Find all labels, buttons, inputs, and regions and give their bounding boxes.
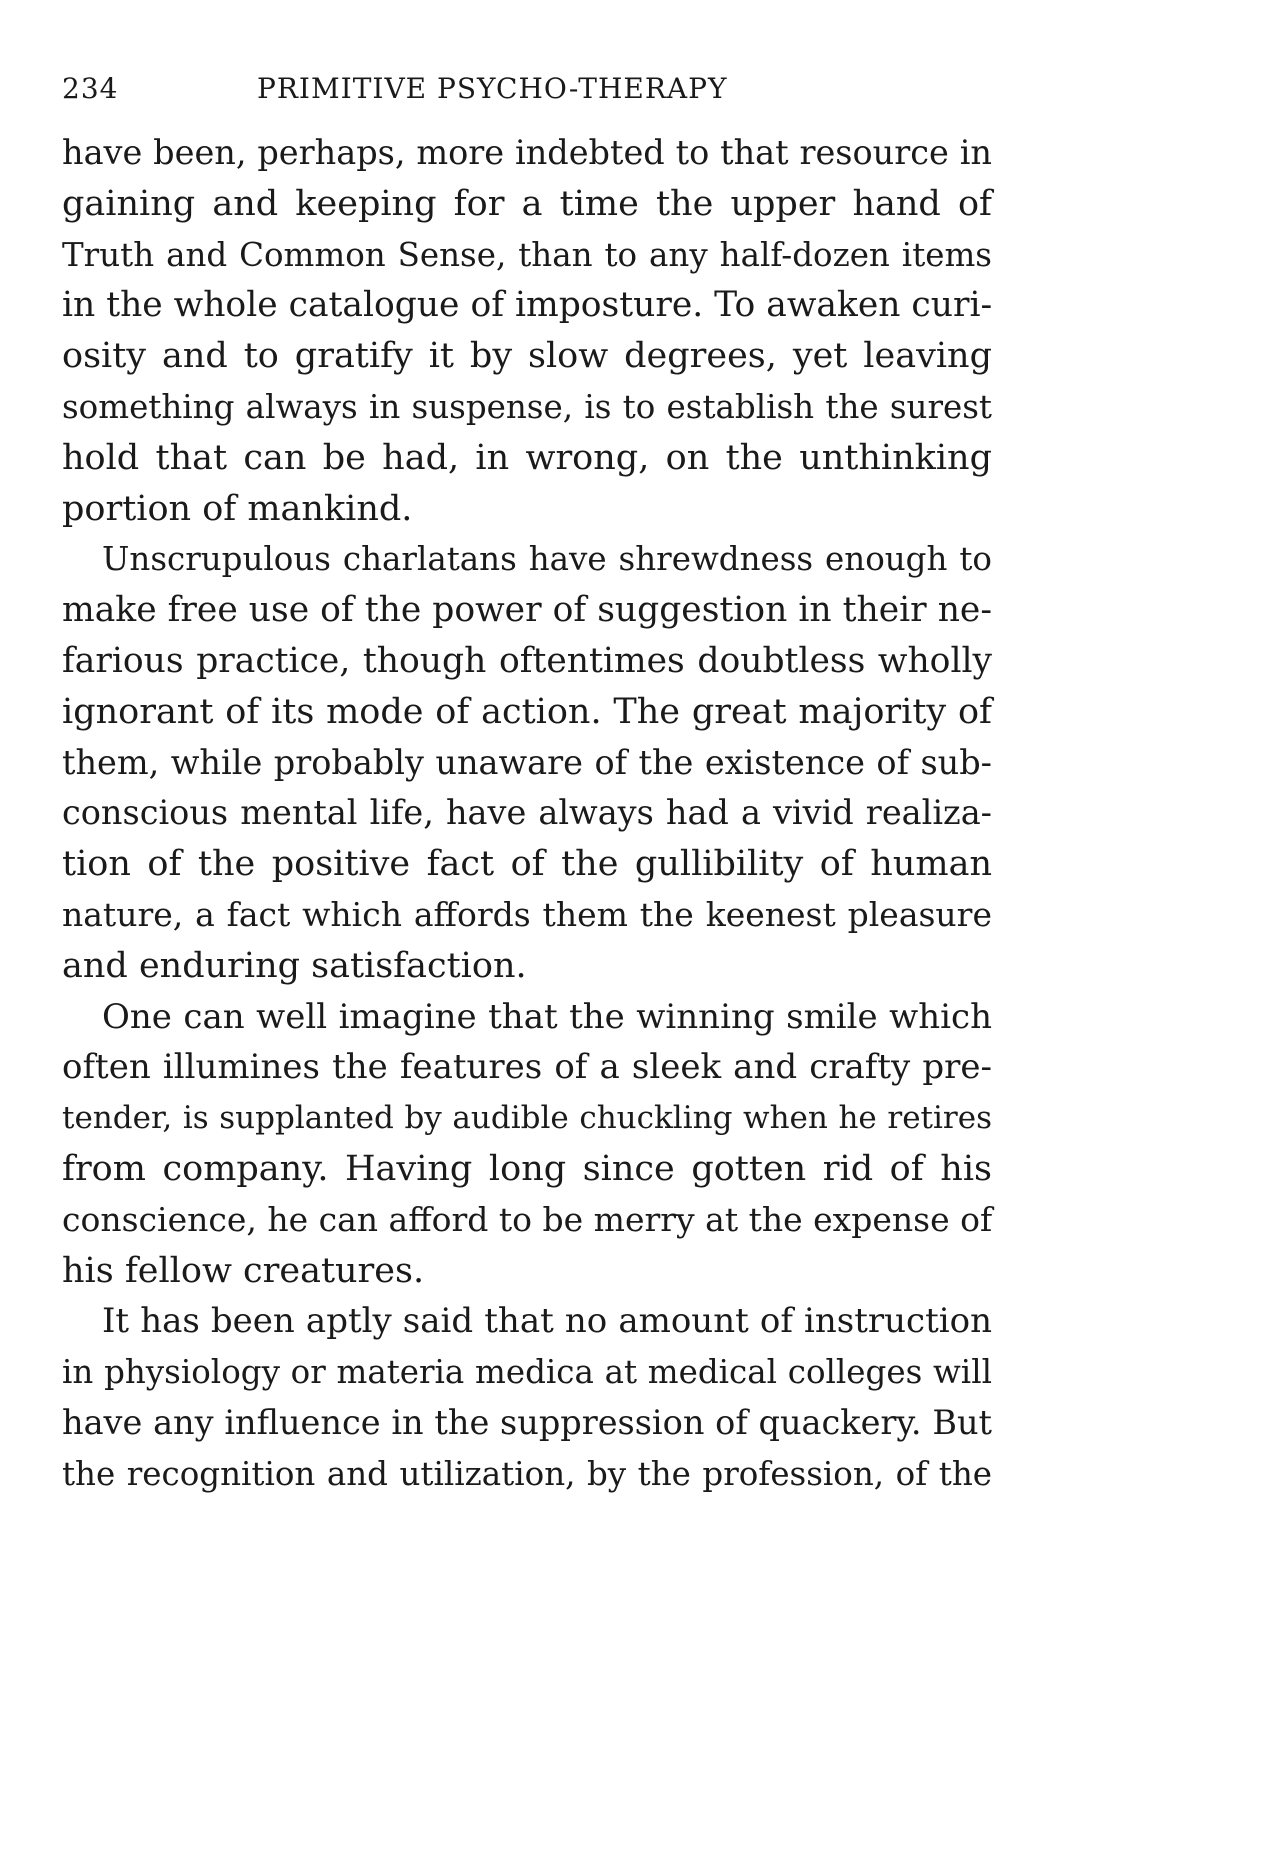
paragraph-start-line: It has been aptly said that no amount of instruction <box>102 1301 992 1342</box>
text-line: Truth and Common Sense, than to any half-dozen items <box>62 235 992 274</box>
text-line: ignorant of its mode of action. The great majority of <box>62 691 992 732</box>
text-line: have been, perhaps, more indebted to that resource in <box>62 133 992 172</box>
paragraph-start-line: One can well imagine that the winning smile which <box>102 996 992 1037</box>
paragraph-start-line: Unscrupulous charlatans have shrewdness enough to <box>102 540 992 579</box>
text-line: farious practice, though oftentimes doubtless wholly <box>62 640 992 681</box>
text-line: osity and to gratify it by slow degrees, yet leaving <box>62 336 992 377</box>
text-line: something always in suspense, is to establish the surest <box>62 387 992 426</box>
text-line: them, while probably unaware of the existence of sub- <box>62 742 992 782</box>
text-line: tion of the positive fact of the gullibility of human <box>62 844 992 885</box>
text-line: conscience, he can afford to be merry at the expense of <box>62 1199 993 1239</box>
text-line: tender, is supplanted by audible chuckling when he retires <box>62 1100 992 1137</box>
text-line: nature, a fact which affords them the keenest pleasure <box>62 894 992 934</box>
text-line: in the whole catalogue of imposture. To awaken curi- <box>62 285 993 326</box>
text-line: gaining and keeping for a time the upper hand of <box>62 183 992 224</box>
text-line: in physiology or materia medica at medical colleges will <box>62 1353 992 1392</box>
page-number: 234 <box>62 72 119 105</box>
text-line: from company. Having long since gotten rid of his <box>62 1148 992 1189</box>
text-line: conscious mental life, have always had a vivid realiza- <box>62 793 992 833</box>
text-line: and enduring satisfaction. <box>62 945 527 986</box>
text-line: the recognition and utilization, by the profession, of the <box>62 1454 992 1493</box>
body-text <box>62 128 992 1500</box>
text-line: portion of mankind. <box>62 488 413 529</box>
text-line: his fellow creatures. <box>62 1250 425 1291</box>
text-line: have any influence in the suppression of quackery. But <box>62 1402 992 1442</box>
running-title: PRIMITIVE PSYCHO-THERAPY <box>257 72 728 105</box>
text-line: hold that can be had, in wrong, on the unthinking <box>62 437 992 478</box>
text-line: make free use of the power of suggestion in their ne- <box>62 590 992 631</box>
text-line: often illumines the features of a sleek and crafty pre- <box>62 1047 992 1088</box>
running-head <box>62 72 992 112</box>
